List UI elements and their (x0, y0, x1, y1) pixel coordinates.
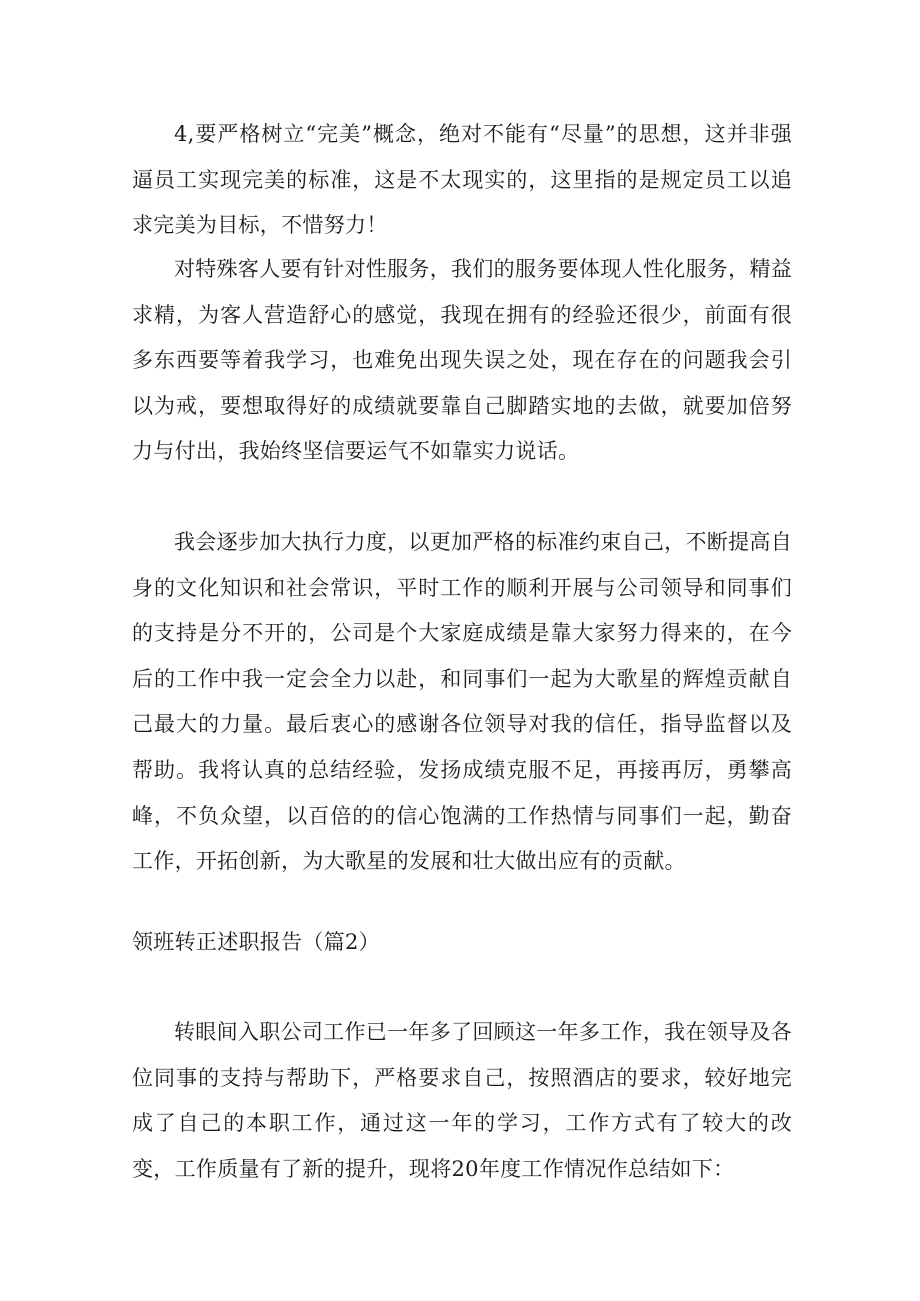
paragraph-commitment: 我会逐步加大执行力度，以更加严格的标准约束自己，不断提高自身的文化知识和社会常识，平时工作的顺利开展与公司领导和同事们的支持是分不开的，公司是个大家庭成绩是靠大家努力得来的，在今后的工作中我一定会全力以赴，和同事们一起为大歌星的辉煌贡献自己最大的力量。最后衷心的感谢各位领导对我的信任，指导监督以及帮助。我将认真的总结经验，发扬成绩克服不足，再接再厉，勇攀高峰，不负众望，以百倍的的信心饱满的工作热情与同事们一起，勤奋工作，开拓创新，为大歌星的发展和壮大做出应有的贡献。 (132, 530, 792, 874)
paragraph-perfection: 4,要严格树立“完美”概念，绝对不能有“尽量”的思想，这并非强逼员工实现完美的标准，这是不太现实的，这里指的是规定员工以追求完美为目标，不惜努力！ (132, 122, 792, 238)
paragraph-special-guests: 对特殊客人要有针对性服务，我们的服务要体现人性化服务，精益求精，为客人营造舒心的感觉，我现在拥有的经验还很少，前面有很多东西要等着我学习，也难免出现失误之处，现在存在的问题我会引以为戒，要想取得好的成绩就要靠自己脚踏实地的去做，就要加倍努力与付出，我始终坚信要运气不如靠实力说话。 (132, 257, 792, 464)
paragraph-intro: 转眼间入职公司工作已一年多了回顾这一年多工作，我在领导及各位同事的支持与帮助下，严格要求自己，按照酒店的要求，较好地完成了自己的本职工作，通过这一年的学习，工作方式有了较大的改变，工作质量有了新的提升，现将20年度工作情况作总结如下： (132, 1020, 792, 1181)
section-heading: 领班转正述职报告（篇2） (132, 930, 380, 954)
